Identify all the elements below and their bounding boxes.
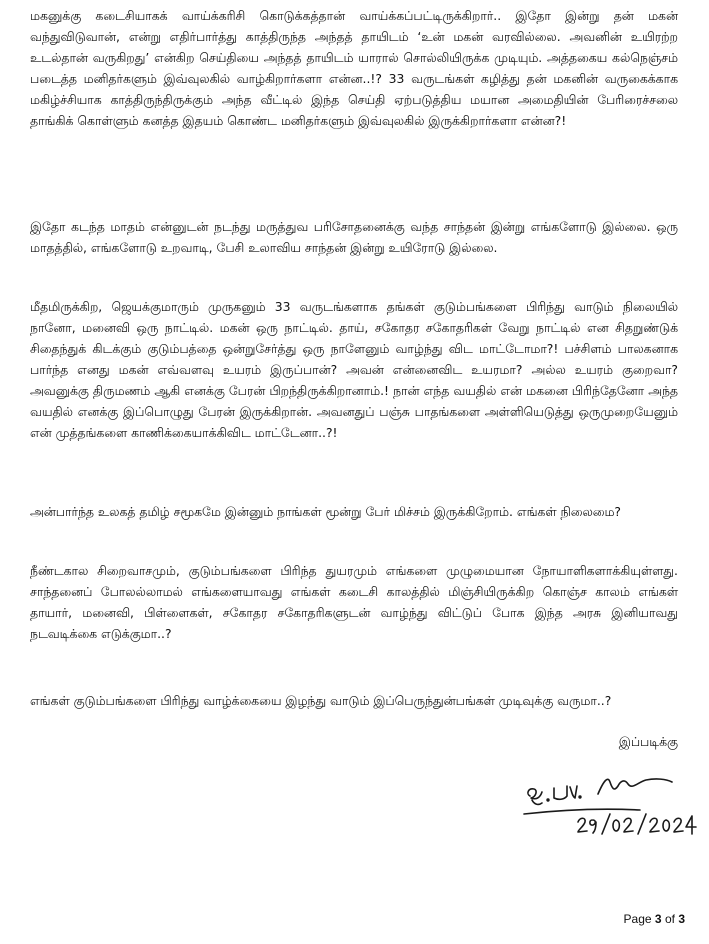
of-label: of — [664, 912, 675, 926]
page-label: Page — [623, 912, 652, 926]
total-pages: 3 — [678, 912, 685, 926]
handwritten-signature — [520, 770, 705, 842]
paragraph-3: மீதமிருக்கிற, ஜெயக்குமாரும் முருகனும் 33 வருடங்களாக தங்கள் குடும்பங்களை பிரிந்து வாடும் நிலையில் நானோ, மனைவி ஒரு நாட்டில். மகன் ஒரு நாட்டில். தாய், சகோதர சகோதரிகள் வேறு நாட்டில் என சிதறுண்டுக் சிதைந்துக் கிடக்கும் குடும்பத்தை ஒன்றுசேர்த்து ஒரு நாளேனும் வாழ்ந்து விட மாட்டோமா?! பச்சிளம் பாலகனாக பார்ந்த எனது மகன் எவ்வளவு உயரம் இருப்பான்? அவன் என்னைவிட உயரமா? அல்ல உயரம் குறைவா? அவனுக்கு திருமணம் ஆகி எனக்கு பேரன் பிறந்திருக்கிறானாம்.! நான் எந்த வயதில் என் மகனை பிரிந்தேனோ அந்த வயதில் எனக்கு இப்பொழுது பேரன் இருக்கிறான். அவனதுப் பஞ்சு பாதங்களை அள்ளியெடுத்து ஒருமுறையேனும் என் முத்தங்களை காணிக்கையாக்கிவிட மாட்டேனா..?! — [30, 299, 678, 440]
closing-salutation: இப்படிக்கு — [618, 734, 678, 749]
paragraph-6: எங்கள் குடும்பங்களை பிரிந்து வாழ்க்கையை இழந்து வாடும் இப்பெருந்துன்பங்கள் முடிவுக்கு வருமா..? — [30, 693, 612, 708]
page-number — [624, 912, 685, 926]
paragraph-5: நீண்டகால சிறைவாசமும், குடும்பங்களை பிரிந்த துயரமும் எங்களை முழுமையான நோயாளிகளாக்கியுள்ளது. சாந்தனைப் போலல்லாமல் எங்களையாவது எங்கள் கடைசி காலத்தில் மிஞ்சியிருக்கிற கொஞ்ச காலம் எங்கள் தாயார், மனைவி, பிள்ளைகள், சகோதர சகோதரிகளுடன் வாழ்ந்து விட்டுப் போக இந்த அரசு இனியாவது நடவடிக்கை எடுக்குமா..? — [30, 563, 678, 641]
current-page: 3 — [654, 912, 662, 926]
paragraph-1: மகனுக்கு கடைசியாகக் வாய்க்கரிசி கொடுக்கத்தான் வாய்க்கப்பட்டிருக்கிறார்.. இதோ இன்று தன் மகன் வந்துவிடுவான், என்று எதிர்பார்த்து காத்திருந்த அந்தத் தாயிடம் ‘உன் மகன் வரவில்லை. அவனின் உயிரற்ற உடல்தான் வருகிறது’ என்கிற செய்தியை அந்தத் தாயிடம் யாரால் சொல்லியிருக்க முடியும். அத்தகைய கல்நெஞ்சம் படைத்த மனிதர்களும் இவ்வுலகில் வாழ்கிறார்களா என்ன..!? 33 வருடங்கள் கழித்து தன் மகனின் வருகைக்காக மகிழ்ச்சியாக காத்திருந்திருக்கும் அந்த வீட்டில் இந்த செய்தி ஏற்படுத்திய மயான அமைதியின் பேரிரைச்சலை தாங்கிக் கொள்ளும் கனத்த இதயம் கொண்ட மனிதர்களும் இவ்வுலகில் இருக்கிறார்களா என்ன?! — [30, 8, 678, 128]
paragraph-4: அன்பார்ந்த உலகத் தமிழ் சமூகமே இன்னும் நாங்கள் மூன்று பேர் மிச்சம் இருக்கிறோம். எங்கள் நிலைமை? — [30, 504, 622, 519]
paragraph-2: இதோ கடந்த மாதம் என்னுடன் நடந்து மருத்துவ பரிசோதனைக்கு வந்த சாந்தன் இன்று எங்களோடு இல்லை. ஒரு மாதத்தில், எங்களோடு உறவாடி, பேசி உலாவிய சாந்தன் இன்று உயிரோடு இல்லை. — [30, 219, 678, 255]
